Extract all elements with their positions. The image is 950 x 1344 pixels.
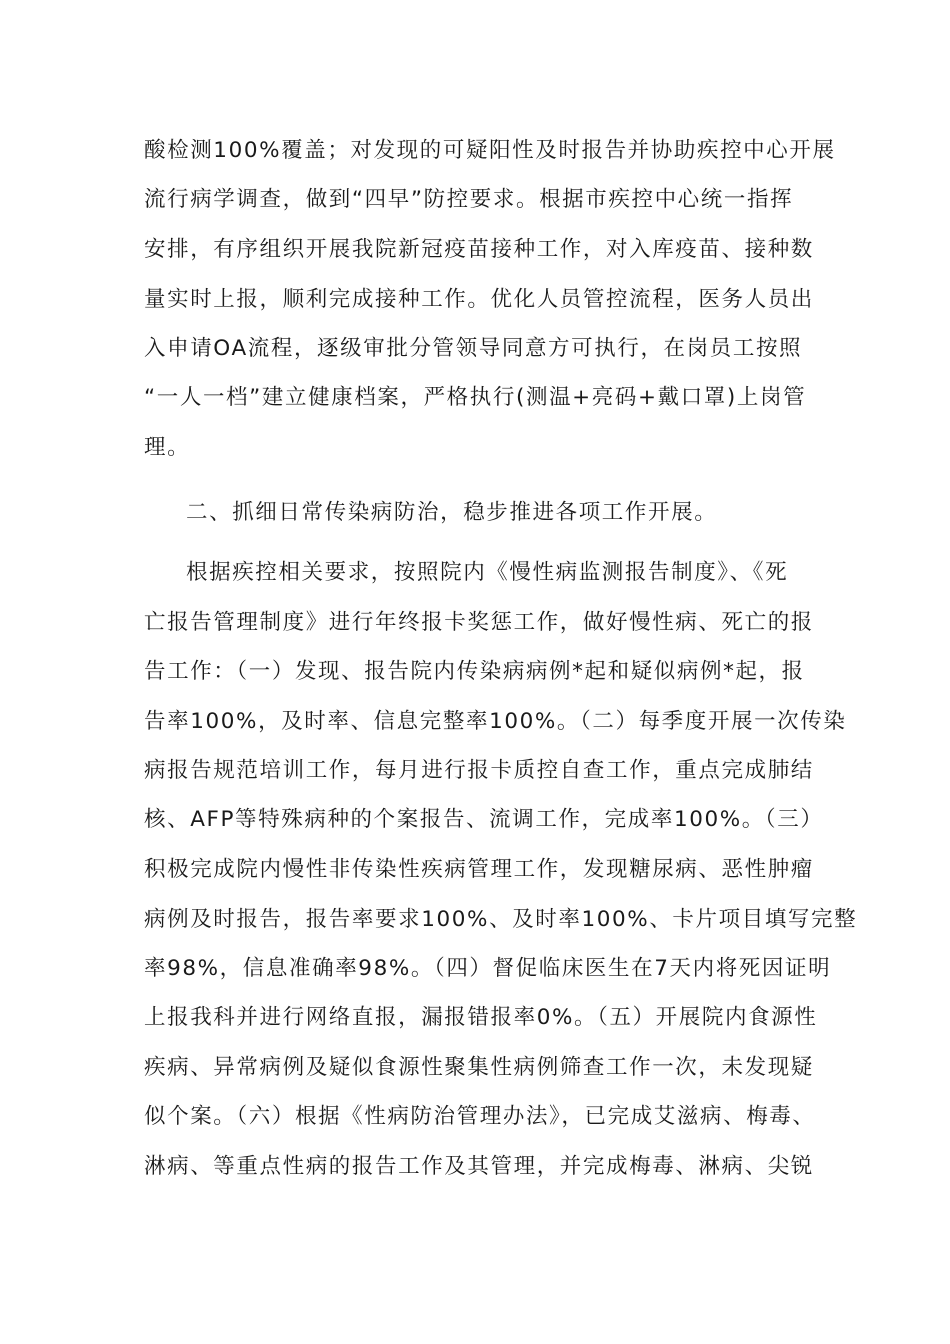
body-text-line: 量实时上报，顺利完成接种工作。优化人员管控流程，医务人员出: [144, 287, 814, 312]
body-text-line: 酸检测100%覆盖；对发现的可疑阳性及时报告并协助疾控中心开展: [144, 138, 836, 163]
body-text-line: 病例及时报告，报告率要求100%、及时率100%、卡片项目填写完整: [144, 907, 858, 932]
body-text-line: 似个案。（六）根据《性病防治管理办法》，已完成艾滋病、梅毒、: [144, 1104, 816, 1129]
body-text-line: “一人一档”建立健康档案，严格执行(测温+亮码+戴口罩)上岗管: [144, 385, 807, 410]
body-text-line: 告率100%，及时率、信息完整率100%。（二）每季度开展一次传染: [144, 709, 847, 734]
body-text-line: 积极完成院内慢性非传染性疾病管理工作，发现糖尿病、恶性肿瘤: [144, 857, 814, 882]
body-text-line: 率98%，信息准确率98%。（四）督促临床医生在7天内将死因证明: [144, 956, 832, 981]
body-text-line: 流行病学调查，做到“四早”防控要求。根据市疾控中心统一指挥: [144, 187, 794, 212]
body-text-line: 亡报告管理制度》进行年终报卡奖惩工作，做好慢性病、死亡的报: [144, 610, 814, 635]
body-text-line: 理。: [144, 435, 191, 460]
body-text-line: 淋病、等重点性病的报告工作及其管理，并完成梅毒、淋病、尖锐: [144, 1154, 814, 1179]
body-text-line: 入申请OA流程，逐级审批分管领导同意方可执行，在岗员工按照: [144, 336, 803, 361]
section-heading: 二、抓细日常传染病防治，稳步推进各项工作开展。: [186, 500, 718, 525]
body-text-line: 告工作：（一）发现、报告院内传染病病例*起和疑似病例*起，报: [144, 659, 805, 684]
body-text-line: 上报我科并进行网络直报，漏报错报率0%。（五）开展院内食源性: [144, 1005, 818, 1030]
body-text-line: 根据疾控相关要求，按照院内《慢性病监测报告制度》、《死: [186, 560, 789, 585]
body-text-line: 病报告规范培训工作，每月进行报卡质控自查工作，重点完成肺结: [144, 758, 814, 783]
body-text-line: 核、AFP等特殊病种的个案报告、流调工作，完成率100%。（三）: [144, 807, 824, 832]
body-text-line: 疾病、异常病例及疑似食源性聚集性病例筛查工作一次，未发现疑: [144, 1055, 814, 1080]
body-text-line: 安排，有序组织开展我院新冠疫苗接种工作，对入库疫苗、接种数: [144, 237, 814, 262]
